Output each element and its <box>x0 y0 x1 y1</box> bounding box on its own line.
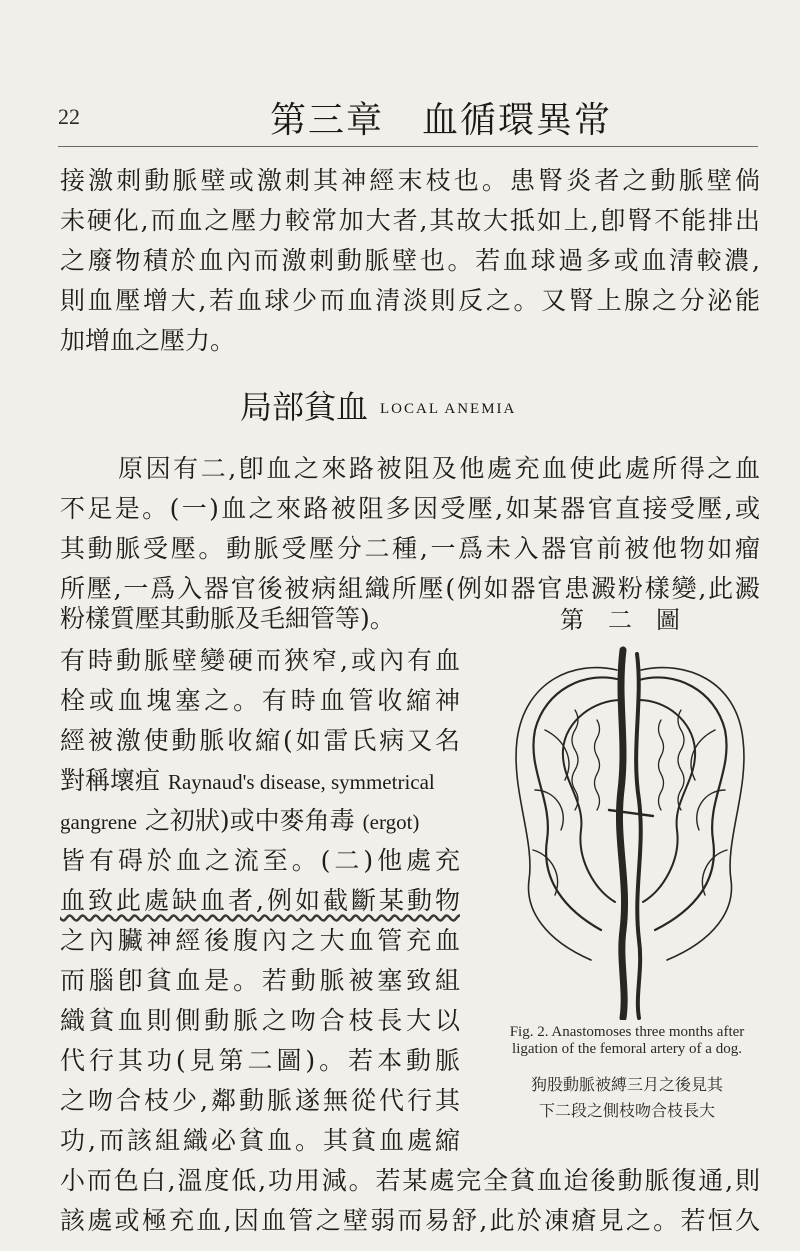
anastomoses-figure <box>505 640 750 1020</box>
header-rule <box>58 146 758 147</box>
para2-line-1: 原因有二,卽血之來路被阻及他處充血使此處所得之血 <box>118 454 760 483</box>
figure-caption-zh-1: 狗股動脈被縛三月之後見其 <box>530 1075 723 1094</box>
narrow-line-3: 經被激使動脈收縮(如雷氏病又名 <box>60 726 460 755</box>
narrow-line-7: 血致此處缺血者,例如截斷某動物 <box>60 886 460 915</box>
figure-label: 第二圖 <box>560 606 704 634</box>
latin-ergot: (ergot) <box>362 810 420 834</box>
narrow-line-5-zh: 之初狀)或中麥角毒 <box>144 806 355 835</box>
narrow-line-4 <box>60 768 460 793</box>
latin-raynaud: Raynaud's disease, symmetrical <box>167 770 435 794</box>
para1-line-5: 加增血之壓力。 <box>60 326 236 355</box>
figure-caption-en: Fig. 2. Anastomoses three months after ligation of the femoral artery of a dog. <box>509 1024 745 1057</box>
section-heading <box>240 382 516 428</box>
para2-line-3: 其動脈受壓。動脈受壓分二種,一爲未入器官前被他物如瘤 <box>60 534 760 563</box>
narrow-line-2: 栓或血塊塞之。有時血管收縮神 <box>60 686 460 715</box>
figure-caption-zh-2: 下二段之側枝吻合枝長大 <box>538 1101 715 1120</box>
section-heading-en: LOCAL ANEMIA <box>380 401 517 417</box>
narrow-line-6: 皆有碍於血之流至。(二)他處充 <box>60 846 460 875</box>
running-title: 第三章 血循環異常 <box>270 100 613 141</box>
para1-line-4: 則血壓增大,若血球少而血清淡則反之。又腎上腺之分泌能 <box>60 286 760 315</box>
main-artery <box>619 650 624 1018</box>
para2-line-2: 不足是。(一)血之來路被阻多因受壓,如某器官直接受壓,或 <box>60 494 760 523</box>
para2-end-line-2: 該處或極充血,因血管之壁弱而易舒,此於凍瘡見之。若恒久 <box>60 1206 760 1235</box>
narrow-line-8: 之內臟神經後腹內之大血管充血 <box>60 926 460 955</box>
narrow-line-9: 而腦卽貧血是。若動脈被塞致組 <box>60 966 460 995</box>
main-vein <box>636 654 641 1018</box>
para2-line-5: 粉樣質壓其動脈及毛細管等)。 <box>60 604 395 633</box>
para1-line-3: 之廢物積於血內而激刺動脈壁也。若血球過多或血清較濃, <box>60 246 760 275</box>
para1-line-2: 未硬化,而血之壓力較常加大者,其故大抵如上,卽腎不能排出 <box>60 206 760 235</box>
section-heading-zh: 局部貧血 <box>240 388 369 426</box>
narrow-line-4-zh: 對稱壞疽 <box>60 766 161 795</box>
narrow-line-11: 代行其功(見第二圖)。若本動脈 <box>60 1046 460 1075</box>
narrow-line-12: 之吻合枝少,鄰動脈遂無從代行其 <box>60 1086 460 1115</box>
page-number: 22 <box>58 104 80 129</box>
para2-line-4: 所壓,一爲入器官後被病組織所壓(例如器官患澱粉樣變,此澱 <box>60 574 760 603</box>
narrow-line-1: 有時動脈壁變硬而狹窄,或內有血 <box>60 646 460 675</box>
para1-line-1: 接激刺動脈壁或激刺其神經末枝也。患腎炎者之動脈壁倘 <box>60 166 760 195</box>
latin-gangrene: gangrene <box>60 810 137 834</box>
narrow-line-10: 織貧血則側動脈之吻合枝長大以 <box>60 1006 460 1035</box>
ligature-mark <box>609 810 653 816</box>
narrow-line-13: 功,而該組織必貧血。其貧血處縮 <box>60 1126 460 1155</box>
narrow-line-5 <box>60 808 460 833</box>
para2-end-line-1: 小而色白,溫度低,功用減。若某處完全貧血迨後動脈復通,則 <box>60 1166 760 1195</box>
